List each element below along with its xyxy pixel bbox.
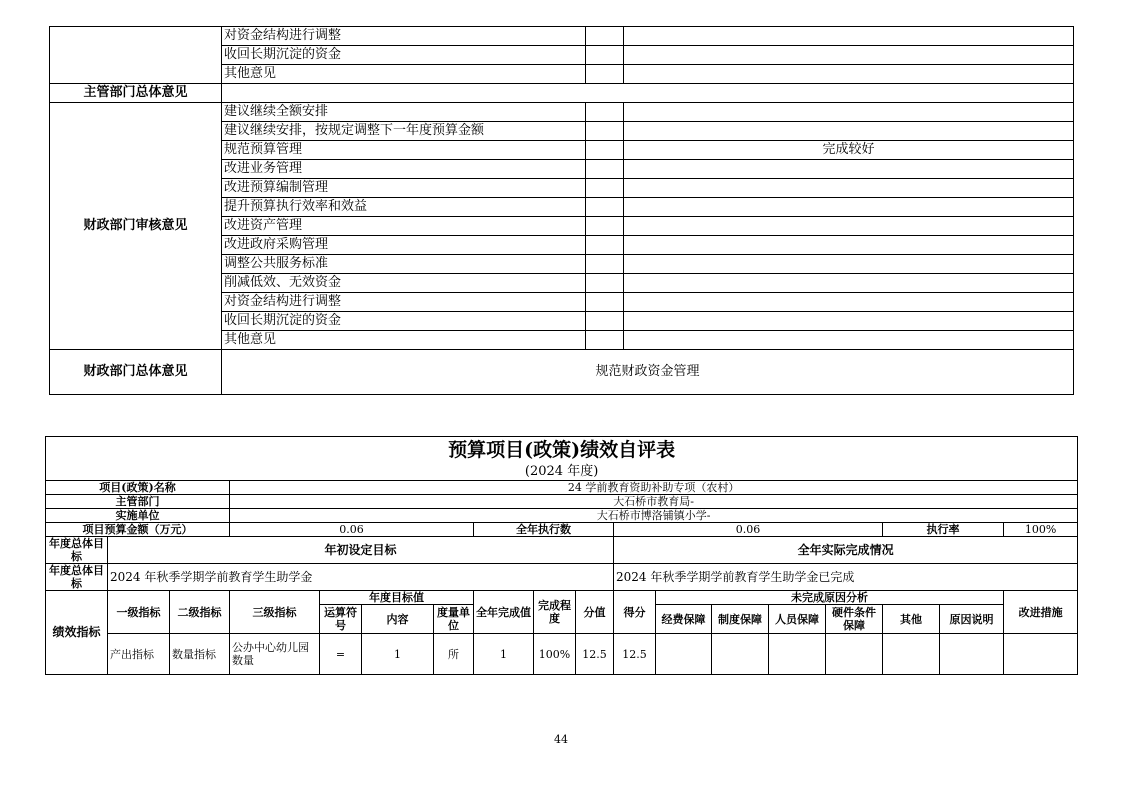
table-row — [46, 509, 1078, 523]
table-row — [46, 564, 1078, 591]
opinion-item: 改进政府采购管理 — [222, 236, 586, 255]
value-cell — [624, 27, 1074, 46]
opinion-item: 调整公共服务标准 — [222, 255, 586, 274]
opinion-item: 建议继续全额安排 — [222, 103, 586, 122]
lvl1-header: 一级指标 — [108, 591, 170, 634]
page-number: 44 — [554, 733, 568, 746]
full-year-header: 全年完成值 — [474, 591, 534, 634]
table-row — [50, 103, 1074, 122]
goal-text: 2024 年秋季学期学前教育学生助学金 — [108, 564, 614, 591]
row-r2 — [712, 634, 769, 675]
row-r6 — [940, 634, 1004, 675]
table-row — [50, 27, 1074, 46]
table-row — [46, 523, 1078, 537]
check-cell — [586, 46, 624, 65]
finance-review-label: 财政部门审核意见 — [50, 103, 222, 350]
opinion-item: 建议继续安排，按规定调整下一年度预算金额 — [222, 122, 586, 141]
opinion-item: 其他意见 — [222, 65, 586, 84]
perf-label: 绩效指标 — [46, 591, 108, 675]
value-cell — [624, 274, 1074, 293]
actual-label: 全年实际完成情况 — [614, 537, 1078, 564]
table-row — [46, 591, 1078, 605]
opinion-item: 削减低效、无效资金 — [222, 274, 586, 293]
value-cell — [624, 65, 1074, 84]
check-cell — [586, 312, 624, 331]
check-cell — [586, 160, 624, 179]
exec-label: 全年执行数 — [474, 523, 614, 537]
row-lvl1: 产出指标 — [108, 634, 170, 675]
row-r1 — [656, 634, 712, 675]
budget-label: 项目预算金额（万元） — [46, 523, 230, 537]
value-cell — [624, 312, 1074, 331]
dept-overall-value — [222, 84, 1074, 103]
finance-overall-value: 规范财政资金管理 — [222, 350, 1074, 395]
r4-header: 硬件条件保障 — [826, 605, 883, 634]
check-cell — [586, 198, 624, 217]
r1-header: 经费保障 — [656, 605, 712, 634]
check-cell — [586, 293, 624, 312]
check-cell — [586, 217, 624, 236]
row-r5 — [883, 634, 940, 675]
row-content: 1 — [362, 634, 434, 675]
value-cell — [624, 160, 1074, 179]
dept-value: 大石桥市教育局- — [230, 495, 1078, 509]
row-completion: 100% — [534, 634, 576, 675]
check-cell — [586, 122, 624, 141]
row-op: = — [320, 634, 362, 675]
r2-header: 制度保障 — [712, 605, 769, 634]
check-cell — [586, 103, 624, 122]
row-lvl2: 数量指标 — [170, 634, 230, 675]
r6-header: 原因说明 — [940, 605, 1004, 634]
check-cell — [586, 274, 624, 293]
check-cell — [586, 65, 624, 84]
opinion-item: 改进资产管理 — [222, 217, 586, 236]
dept-label: 主管部门 — [46, 495, 230, 509]
unit-header: 度量单位 — [434, 605, 474, 634]
r3-header: 人员保障 — [769, 605, 826, 634]
form-title: 预算项目(政策)绩效自评表 — [46, 437, 1078, 464]
check-cell — [586, 331, 624, 350]
dept-overall-label: 主管部门总体意见 — [50, 84, 222, 103]
rate-label: 执行率 — [883, 523, 1004, 537]
table-row — [50, 350, 1074, 395]
table-row — [46, 481, 1078, 495]
value-cell — [624, 217, 1074, 236]
value-cell — [624, 293, 1074, 312]
row-unit: 所 — [434, 634, 474, 675]
table-row — [46, 634, 1078, 675]
finance-overall-label: 财政部门总体意见 — [50, 350, 222, 395]
content-header: 内容 — [362, 605, 434, 634]
check-cell — [586, 179, 624, 198]
row-score: 12.5 — [614, 634, 656, 675]
r5-header: 其他 — [883, 605, 940, 634]
points-header: 分值 — [576, 591, 614, 634]
opinion-item: 对资金结构进行调整 — [222, 293, 586, 312]
blank-label-cell — [50, 27, 222, 84]
row-r3 — [769, 634, 826, 675]
row-full-year: 1 — [474, 634, 534, 675]
table-row — [46, 463, 1078, 481]
check-cell — [586, 27, 624, 46]
form-year: (2024 年度) — [46, 463, 1078, 481]
value-cell — [624, 122, 1074, 141]
improve-header: 改进措施 — [1004, 591, 1078, 634]
value-cell — [624, 255, 1074, 274]
actual-text: 2024 年秋季学期学前教育学生助学金已完成 — [614, 564, 1078, 591]
reason-group-header: 未完成原因分析 — [656, 591, 1004, 605]
exec-value: 0.06 — [614, 523, 883, 537]
impl-value: 大石桥市博洛铺镇小学- — [230, 509, 1078, 523]
value-cell — [624, 46, 1074, 65]
init-goal-label: 年初设定目标 — [108, 537, 614, 564]
value-cell — [624, 103, 1074, 122]
project-name-label: 项目(政策)名称 — [46, 481, 230, 495]
performance-self-evaluation-table — [45, 436, 1078, 675]
opinion-item: 改进预算编制管理 — [222, 179, 586, 198]
table-row — [46, 437, 1078, 464]
opinion-item: 对资金结构进行调整 — [222, 27, 586, 46]
opinion-item: 收回长期沉淀的资金 — [222, 312, 586, 331]
goal-label: 年度总体目标 — [46, 537, 108, 564]
row-r4 — [826, 634, 883, 675]
value-cell — [624, 331, 1074, 350]
row-points: 12.5 — [576, 634, 614, 675]
budget-value: 0.06 — [230, 523, 474, 537]
value-cell: 完成较好 — [624, 141, 1074, 160]
value-cell — [624, 236, 1074, 255]
opinion-item: 改进业务管理 — [222, 160, 586, 179]
table-row — [46, 495, 1078, 509]
completion-header: 完成程度 — [534, 591, 576, 634]
project-name-value: 24 学前教育资助补助专项（农村） — [230, 481, 1078, 495]
review-opinions-table — [49, 26, 1074, 395]
opinion-item: 其他意见 — [222, 331, 586, 350]
table-row — [50, 84, 1074, 103]
value-cell — [624, 179, 1074, 198]
score-header: 得分 — [614, 591, 656, 634]
op-header: 运算符号 — [320, 605, 362, 634]
opinion-item: 规范预算管理 — [222, 141, 586, 160]
rate-value: 100% — [1004, 523, 1078, 537]
lvl3-header: 三级指标 — [230, 591, 320, 634]
impl-label: 实施单位 — [46, 509, 230, 523]
opinion-item: 收回长期沉淀的资金 — [222, 46, 586, 65]
check-cell — [586, 236, 624, 255]
lvl2-header: 二级指标 — [170, 591, 230, 634]
row-improve — [1004, 634, 1078, 675]
target-group-header: 年度目标值 — [320, 591, 474, 605]
goal-label-2: 年度总体目标 — [46, 564, 108, 591]
value-cell — [624, 198, 1074, 217]
table-row — [46, 537, 1078, 564]
check-cell — [586, 141, 624, 160]
opinion-item: 提升预算执行效率和效益 — [222, 198, 586, 217]
row-lvl3: 公办中心幼儿园数量 — [230, 634, 320, 675]
check-cell — [586, 255, 624, 274]
